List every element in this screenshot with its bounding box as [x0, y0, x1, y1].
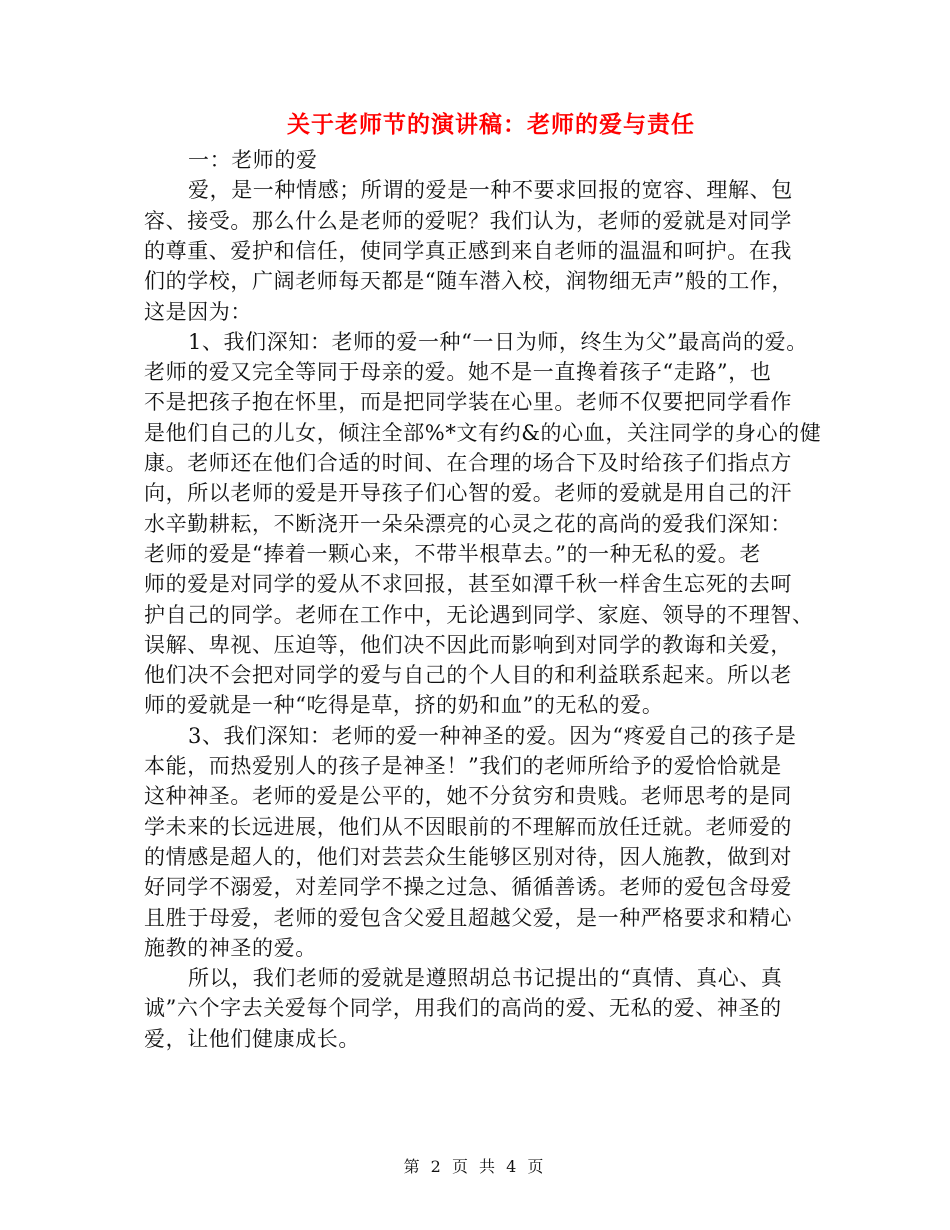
- paragraph-line: 且胜于母爱，老师的爱包含父爱且超越父爱，是一种严格要求和精心: [144, 905, 792, 930]
- paragraph-line: 康。老师还在他们合适的时间、在合理的场合下及时给孩子们指点方: [144, 451, 792, 475]
- paragraph-line: 不是把孩子抱在怀里，而是把同学装在心里。老师不仅要把同学看作: [144, 390, 792, 415]
- paragraph-line: 爱，让他们健康成长。: [144, 1026, 360, 1051]
- paragraph-line: 误解、卑视、压迫等，他们决不因此而影响到对同学的教诲和关爱，: [144, 632, 792, 657]
- paragraph-line: 老师的爱是“捧着一颗心来，不带半根草去。”的一种无私的爱。老: [144, 541, 761, 566]
- paragraph-line: 护自己的同学。老师在工作中，无论遇到同学、家庭、领导的不理智、: [144, 602, 814, 627]
- paragraph-line: 学未来的长远进展，他们从不因眼前的不理解而放任迁就。老师爱的: [144, 814, 792, 839]
- paragraph-line: 容、接受。那么什么是老师的爱呢？我们认为，老师的爱就是对同学: [144, 208, 792, 233]
- paragraph-line: 的尊重、爱护和信任，使同学真正感到来自老师的温温和呵护。在我: [144, 238, 792, 263]
- document-title: 关于老师节的演讲稿：老师的爱与责任: [287, 111, 695, 138]
- paragraph-line: 是他们自己的儿女，倾注全部%*文有约&的心血，关注同学的身心的健: [144, 420, 822, 445]
- paragraph-line: 所以，我们老师的爱就是遵照胡总书记提出的“真情、真心、真: [188, 966, 783, 991]
- paragraph-line: 施教的神圣的爱。: [144, 935, 317, 960]
- page-footer: 第 2 页 共 4 页: [403, 1157, 547, 1176]
- paragraph-line: 师的爱就是一种“吃得是草，挤的奶和血”的无私的爱。: [144, 693, 664, 718]
- paragraph-line: 向，所以老师的爱是开导孩子们心智的爱。老师的爱就是用自己的汗: [144, 481, 792, 506]
- paragraph-line: 的情感是超人的，他们对芸芸众生能够区别对待，因人施教，做到对: [144, 844, 792, 869]
- paragraph-line: 一：老师的爱: [188, 148, 318, 172]
- paragraph-line: 水辛勤耕耘，不断浇开一朵朵漂亮的心灵之花的高尚的爱我们深知：: [144, 511, 792, 536]
- paragraph-line: 爱，是一种情感；所谓的爱是一种不要求回报的宽容、理解、包: [188, 178, 793, 203]
- paragraph-line: 3、我们深知：老师的爱一种神圣的爱。因为“疼爱自己的孩子是: [188, 723, 797, 748]
- paragraph-line: 本能，而热爱别人的孩子是神圣！”我们的老师所给予的爱恰恰就是: [144, 754, 782, 778]
- paragraph-line: 诚”六个字去关爱每个同学，用我们的高尚的爱、无私的爱、神圣的: [144, 996, 782, 1021]
- paragraph-line: 这是因为：: [144, 299, 252, 324]
- paragraph-line: 1、我们深知：老师的爱一种“一日为师，终生为父”最高尚的爱。: [188, 329, 808, 354]
- paragraph-line: 这种神圣。老师的爱是公平的，她不分贫穷和贵贱。老师思考的是同: [144, 784, 792, 809]
- paragraph-line: 师的爱是对同学的爱从不求回报，甚至如潭千秋一样舍生忘死的去呵: [144, 572, 792, 597]
- paragraph-line: 好同学不溺爱，对差同学不操之过急、循循善诱。老师的爱包含母爱: [144, 875, 792, 900]
- paragraph-line: 老师的爱又完全等同于母亲的爱。她不是一直搀着孩子“走路”，也: [144, 360, 772, 385]
- paragraph-line: 他们决不会把对同学的爱与自己的个人目的和利益联系起来。所以老: [144, 663, 792, 688]
- paragraph-line: 们的学校，广阔老师每天都是“随车潜入校，润物细无声”般的工作，: [144, 269, 794, 294]
